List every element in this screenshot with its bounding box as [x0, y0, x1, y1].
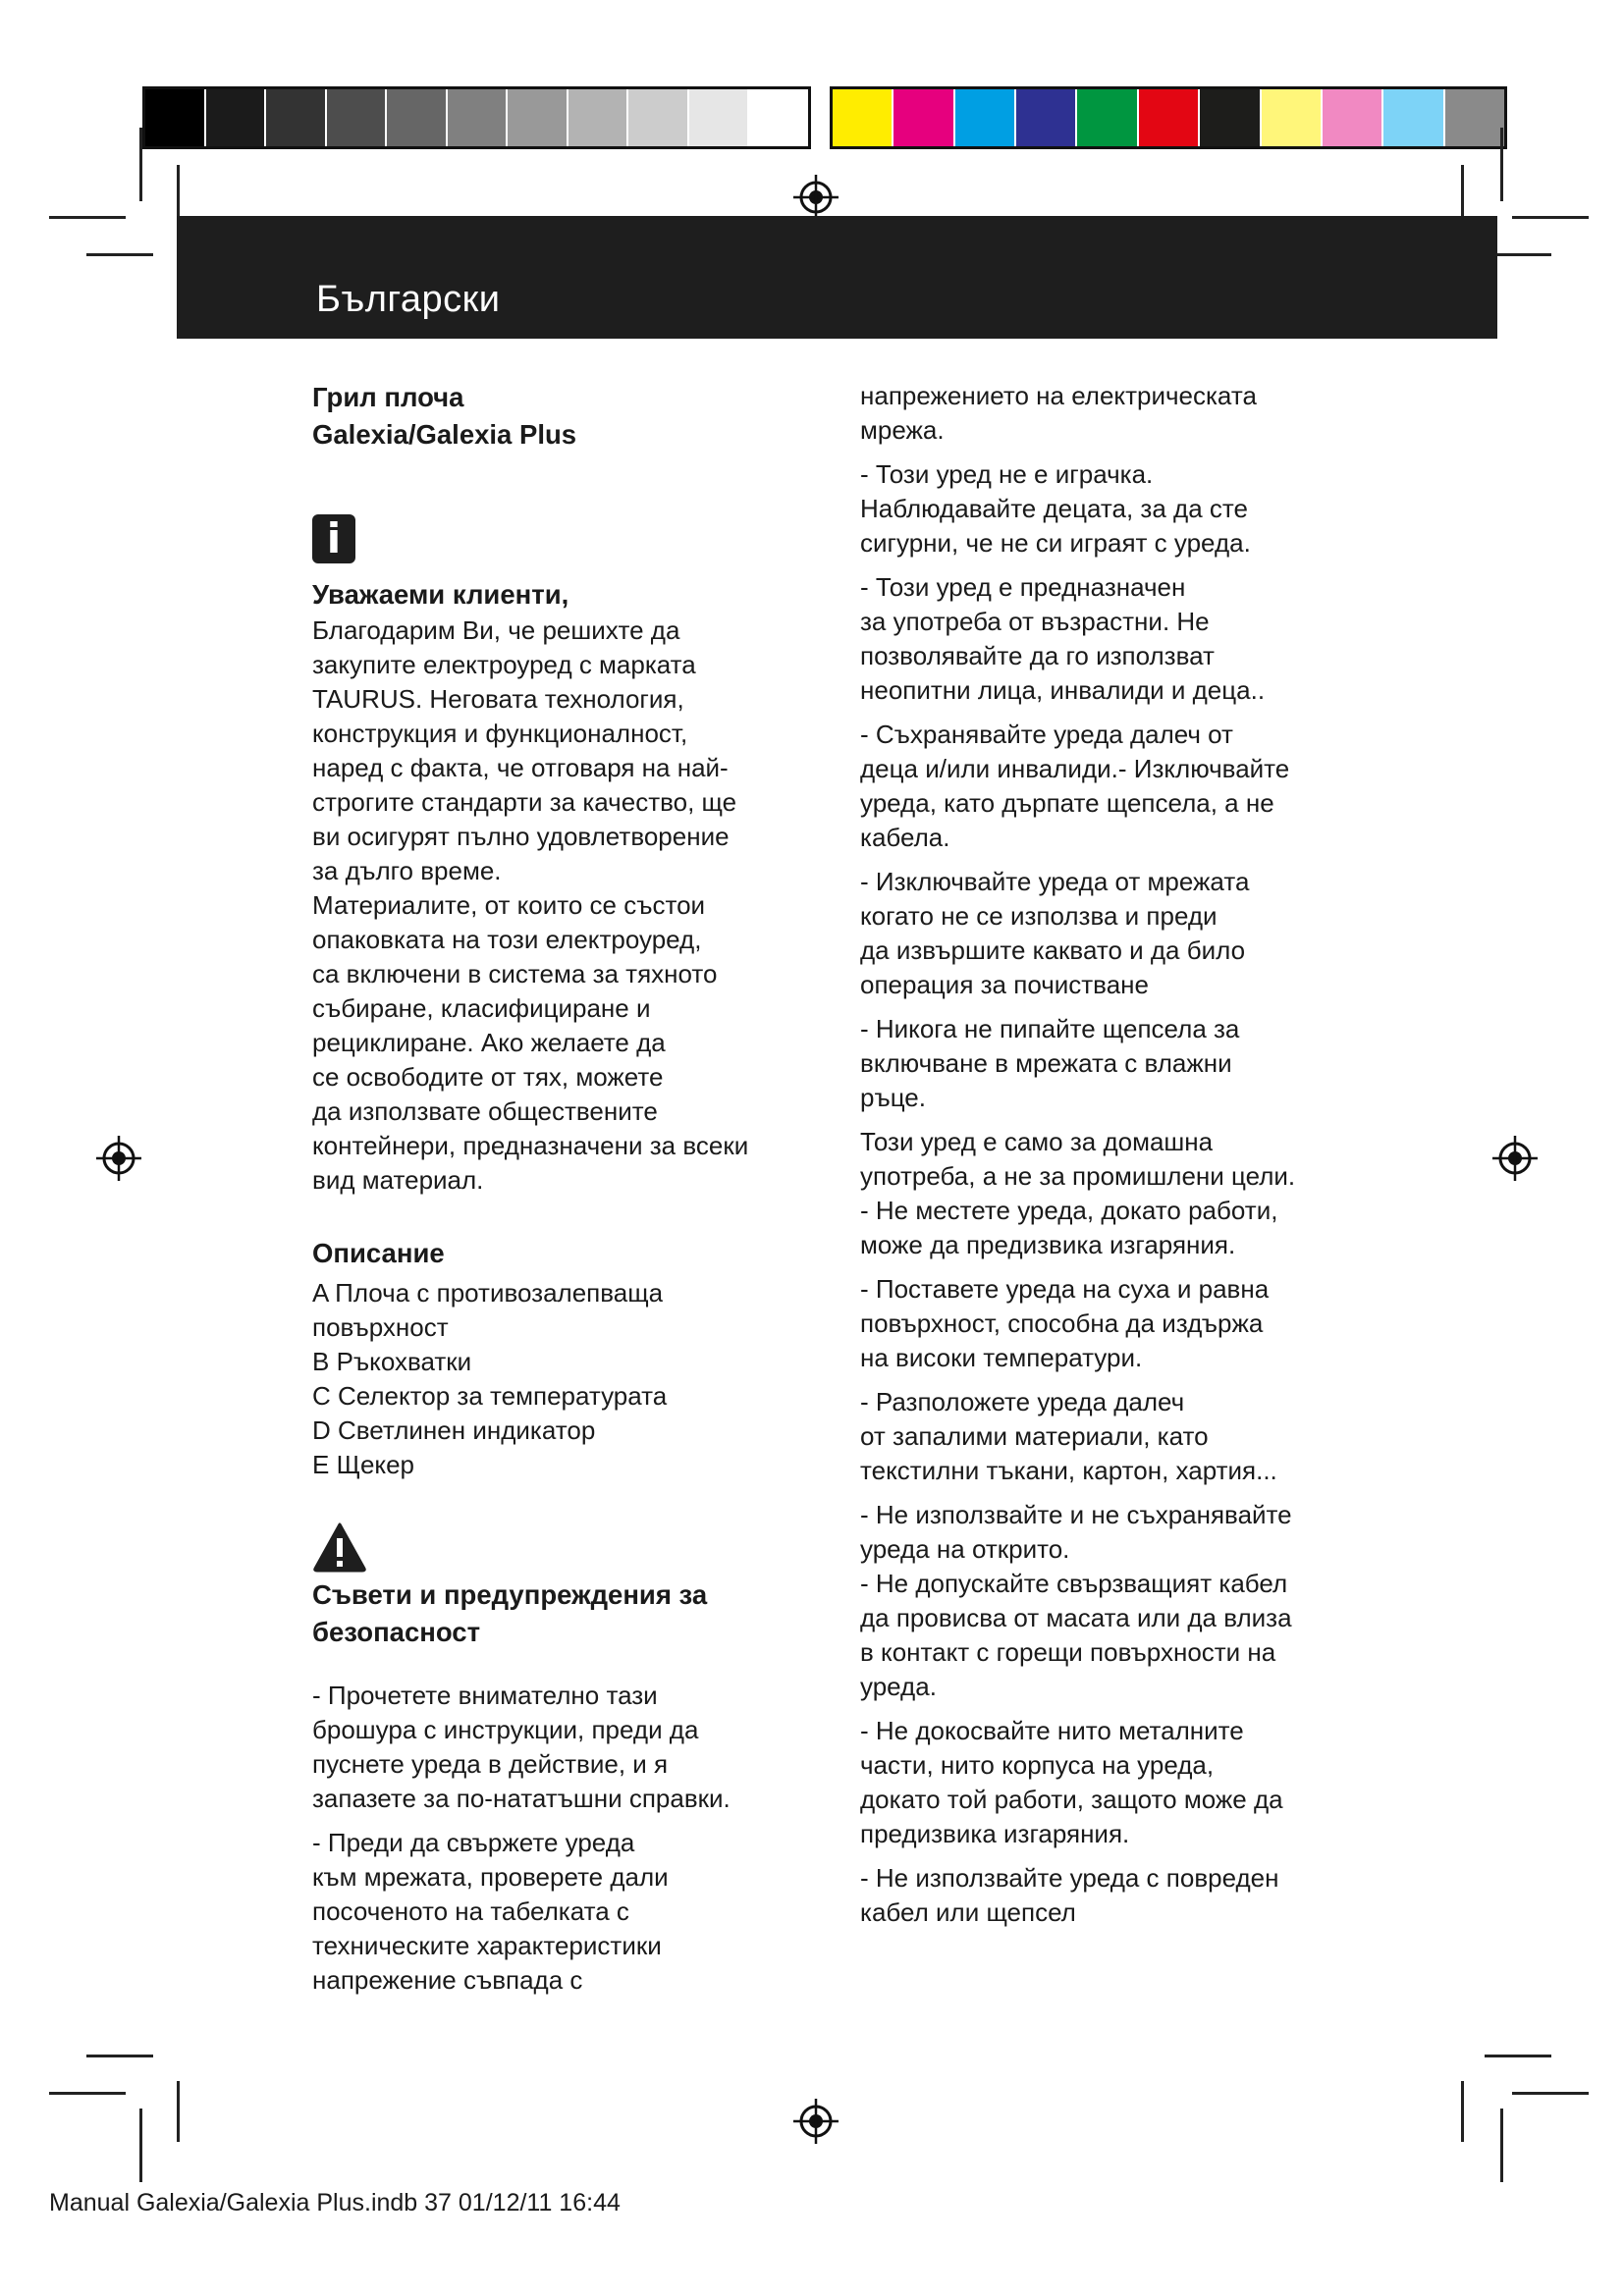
- color-swatch: [1077, 89, 1138, 146]
- registration-mark-icon: [94, 1134, 143, 1183]
- text-line: може да предизвика изгаряния.: [860, 1230, 1236, 1259]
- text-line: напрежението на електрическата: [860, 381, 1257, 410]
- color-swatch: [628, 89, 689, 146]
- crop-mark: [49, 2092, 126, 2095]
- description-item: повърхност: [312, 1312, 449, 1342]
- crop-mark: [86, 253, 153, 256]
- text-line: неопитни лица, инвалиди и деца..: [860, 675, 1266, 705]
- safety-paragraph: [860, 1012, 1371, 1115]
- text-line: позволявайте да го използват: [860, 641, 1215, 670]
- intro-line: рециклиране. Ако желаете да: [312, 1028, 666, 1057]
- color-swatch: [1016, 89, 1077, 146]
- safety-paragraph: [860, 1861, 1371, 1930]
- text-line: напрежение съвпада с: [312, 1965, 583, 1995]
- intro-line: закупите електроуред с марката: [312, 650, 696, 679]
- intro-line: Материалите, от които се състои: [312, 890, 706, 920]
- product-name: Грил плоча: [312, 382, 464, 412]
- crop-mark: [49, 216, 126, 219]
- color-swatch: [387, 89, 448, 146]
- text-line: повърхност, способна да издържа: [860, 1308, 1264, 1338]
- text-line: - Не използвайте уреда с повреден: [860, 1863, 1279, 1893]
- text-line: пуснете уреда в действие, и я: [312, 1749, 669, 1779]
- crop-mark: [1512, 216, 1589, 219]
- safety-paragraph: [312, 1679, 813, 1816]
- text-line: когато не се използва и преди: [860, 901, 1218, 931]
- text-line: - Не допускайте свързващият кабел: [860, 1569, 1288, 1598]
- color-swatch: [1383, 89, 1444, 146]
- language-header-band: [177, 216, 1497, 339]
- intro-line: за дълго време.: [312, 856, 502, 885]
- safety-paragraph: [860, 1385, 1371, 1488]
- text-line: - Преди да свържете уреда: [312, 1828, 635, 1857]
- description-item: C Селектор за температурата: [312, 1381, 668, 1411]
- color-swatch: [206, 89, 267, 146]
- intro-line: конструкция и функционалност,: [312, 719, 688, 748]
- text-line: техническите характеристики: [312, 1931, 662, 1960]
- color-swatch: [893, 89, 954, 146]
- intro-line: да използвате обществените: [312, 1096, 658, 1126]
- crop-mark: [1500, 128, 1503, 201]
- text-line: кабел или щепсел: [860, 1897, 1076, 1927]
- text-line: в контакт с горещи повърхности на: [860, 1637, 1276, 1667]
- description-item: A Плоча с противозалепваща: [312, 1278, 664, 1308]
- text-line: текстилни тъкани, картон, хартия...: [860, 1456, 1277, 1485]
- color-swatch: [568, 89, 629, 146]
- crop-mark: [1512, 2092, 1589, 2095]
- text-line: - Този уред не е играчка.: [860, 459, 1154, 489]
- right-column: [860, 379, 1371, 1940]
- intro-line: наред с факта, че отговаря на най-: [312, 753, 729, 782]
- text-line: сигурни, че не си играят с уреда.: [860, 528, 1251, 558]
- product-model: Galexia/Galexia Plus: [312, 419, 577, 450]
- intro-line: вид материал.: [312, 1165, 484, 1195]
- intro-line: събиране, класифициране и: [312, 993, 651, 1023]
- intro-line: са включени в система за тяхното: [312, 959, 718, 988]
- description-item: B Ръкохватки: [312, 1347, 472, 1376]
- text-line: уреда.: [860, 1672, 937, 1701]
- text-line: за употреба от възрастни. Не: [860, 607, 1210, 636]
- text-line: деца и/или инвалиди.- Изключвайте: [860, 754, 1290, 783]
- left-column: [312, 379, 813, 1998]
- color-swatch: [749, 89, 808, 146]
- safety-paragraph: [860, 1498, 1371, 1704]
- color-swatch: [1445, 89, 1504, 146]
- text-line: ръце.: [860, 1083, 926, 1112]
- color-swatch: [1200, 89, 1261, 146]
- text-line: Този уред е само за домашна: [860, 1127, 1214, 1156]
- text-line: - Не докосвайте нито металните: [860, 1716, 1244, 1745]
- color-swatch: [448, 89, 509, 146]
- safety-paragraph: [860, 1714, 1371, 1851]
- text-line: уреда, като дърпате щепсела, а не: [860, 788, 1274, 818]
- description-heading: Описание: [312, 1238, 445, 1268]
- safety-paragraph: [860, 457, 1371, 561]
- text-line: предизвика изгаряния.: [860, 1819, 1130, 1848]
- info-icon: i: [312, 514, 355, 563]
- grayscale-calibration-bar: [142, 86, 811, 149]
- text-line: мрежа.: [860, 415, 945, 445]
- text-line: части, нито корпуса на уреда,: [860, 1750, 1215, 1780]
- print-slug: Manual Galexia/Galexia Plus.indb 37 01/12/11 16:44: [49, 2189, 621, 2216]
- intro-line: контейнери, предназначени за всеки: [312, 1131, 749, 1160]
- description-item: D Светлинен индикатор: [312, 1415, 596, 1445]
- text-line: - Поставете уреда на суха и равна: [860, 1274, 1270, 1304]
- safety-paragraph: [860, 379, 1371, 448]
- text-line: - Разположете уреда далеч: [860, 1387, 1185, 1416]
- text-line: операция за почистване: [860, 970, 1149, 999]
- text-line: Наблюдавайте децата, за да сте: [860, 494, 1248, 523]
- color-swatch: [1323, 89, 1383, 146]
- text-line: докато той работи, защото може да: [860, 1785, 1283, 1814]
- color-swatch: [508, 89, 568, 146]
- safety-paragraph: [860, 1125, 1371, 1262]
- intro-line: строгите стандарти за качество, ще: [312, 787, 737, 817]
- registration-mark-icon: [791, 2097, 840, 2146]
- safety-paragraph: [860, 718, 1371, 855]
- safety-paragraph: [860, 865, 1371, 1002]
- registration-mark-icon: [791, 173, 840, 222]
- text-line: да извършите каквато и да било: [860, 935, 1246, 965]
- text-line: на високи температури.: [860, 1343, 1143, 1372]
- intro-line: опаковката на този електроуред,: [312, 925, 702, 954]
- color-swatch: [833, 89, 893, 146]
- intro-line: Благодарим Ви, че решихте да: [312, 615, 680, 645]
- text-line: употреба, а не за промишлени цели.: [860, 1161, 1296, 1191]
- text-line: - Никога не пипайте щепсела за: [860, 1014, 1240, 1043]
- crop-mark: [1500, 2109, 1503, 2182]
- text-line: брошура с инструкции, преди да: [312, 1715, 699, 1744]
- color-swatch: [955, 89, 1016, 146]
- safety-paragraph: [312, 1826, 813, 1998]
- registration-mark-icon: [1490, 1134, 1540, 1183]
- text-line: кабела.: [860, 823, 950, 852]
- intro-text: [312, 614, 813, 1198]
- text-line: - Не използвайте и не съхранявайте: [860, 1500, 1292, 1529]
- text-line: от запалими материали, като: [860, 1421, 1209, 1451]
- color-swatch: [689, 89, 750, 146]
- safety-heading: Съвети и предупреждения за безопасност: [312, 1579, 708, 1647]
- greeting-heading: Уважаеми клиенти,: [312, 579, 569, 610]
- color-swatch: [1262, 89, 1323, 146]
- text-line: - Прочетете внимателно тази: [312, 1681, 658, 1710]
- text-line: посоченото на табелката с: [312, 1896, 629, 1926]
- safety-paragraph: [860, 570, 1371, 708]
- text-line: към мрежата, проверете дали: [312, 1862, 669, 1892]
- crop-mark: [139, 128, 142, 201]
- crop-mark: [86, 2055, 153, 2057]
- color-swatch: [1139, 89, 1200, 146]
- warning-icon: [312, 1522, 367, 1573]
- text-line: - Този уред е предназначен: [860, 572, 1186, 602]
- safety-paragraph: [860, 1272, 1371, 1375]
- text-line: включване в мрежата с влажни: [860, 1048, 1232, 1078]
- text-line: - Изключвайте уреда от мрежата: [860, 867, 1250, 896]
- intro-line: TAURUS. Неговата технология,: [312, 684, 684, 714]
- description-item: E Щекер: [312, 1450, 414, 1479]
- text-line: - Съхранявайте уреда далеч от: [860, 720, 1233, 749]
- color-swatch: [266, 89, 327, 146]
- color-swatch: [145, 89, 206, 146]
- color-swatch: [327, 89, 388, 146]
- color-calibration-bar: [830, 86, 1507, 149]
- text-line: уреда на открито.: [860, 1534, 1070, 1564]
- description-list: [312, 1276, 813, 1482]
- intro-line: ви осигурят пълно удовлетворение: [312, 822, 730, 851]
- crop-mark: [177, 2081, 180, 2142]
- crop-mark: [1485, 2055, 1551, 2057]
- text-line: - Не местете уреда, докато работи,: [860, 1196, 1278, 1225]
- intro-line: се освободите от тях, можете: [312, 1062, 664, 1092]
- language-title: Български: [316, 279, 501, 320]
- text-line: запазете за по-нататъшни справки.: [312, 1784, 731, 1813]
- text-line: да провисва от масата или да влиза: [860, 1603, 1292, 1632]
- product-title: [312, 379, 813, 454]
- crop-mark: [139, 2109, 142, 2182]
- crop-mark: [1461, 2081, 1464, 2142]
